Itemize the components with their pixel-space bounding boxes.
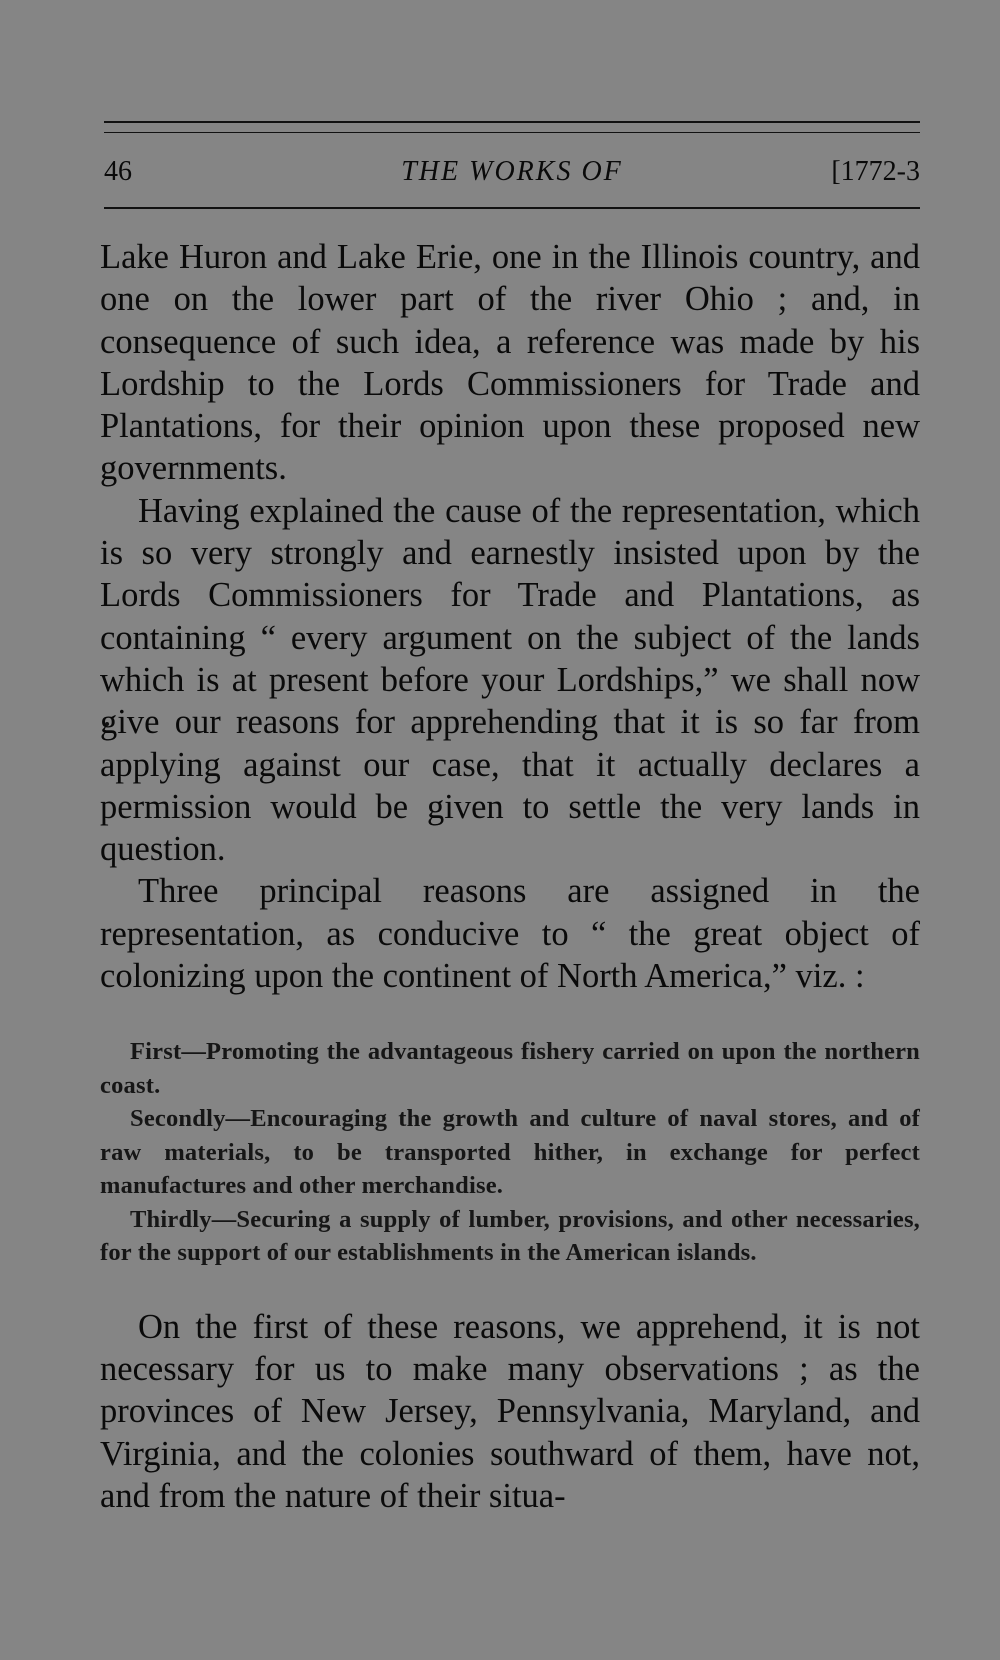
book-page [100,0,920,1660]
running-title: THE WORKS OF [401,156,623,187]
paragraph: On the first of these reasons, we apprehend, it is not necessary for us to make many observations ; as the provinces of New Jersey, Pennsylvania, Maryland, and Virginia, and the colonies southward of them, have not, and from the nature of their situa- [100,1307,920,1516]
page-number: 46 [104,156,132,187]
top-double-rule-inner [104,132,920,133]
extract-item-secondly: Secondly—Encouraging the growth and culture of naval stores, and of raw materials, to be transported hither, in exchange for perfect manufactures and other merchandise. [100,1105,920,1200]
paragraph: Three principal reasons are assigned in the representation, as conducive to “ the great object of colonizing upon the continent of North America,” viz. : [100,872,920,996]
body-text [100,236,920,1517]
header-rule [104,207,920,209]
extract-item-thirdly: Thirdly—Securing a supply of lumber, provisions, and other necessaries, for the support of our establishments in the American islands. [100,1205,920,1267]
date-range: [1772-3 [831,156,920,187]
quoted-extract [100,1035,920,1270]
running-head [104,152,920,192]
extract-item-first: First—Promoting the advantageous fishery carried on upon the northern coast. [100,1038,920,1099]
paragraph-continued: Lake Huron and Lake Erie, one in the Illinois country, and one on the lower part of the river Ohio ; and, in consequence of such idea, a reference was made by his Lordship to the Lords Commissioners for Trade and Plantations, for their opinion upon these proposed new governments. [100,238,920,488]
paragraph: Having explained the cause of the representation, which is so very strongly and earnestly insisted upon by the Lords Commissioners for Trade and Plantations, as containing “ every argument on the subject of the lands which is at present before your Lordships,” we shall now give our reasons for apprehending that it is so far from applying against our case, that it actually declares a permission would be given to settle the very lands in question. [100,491,920,869]
top-double-rule [104,121,920,123]
